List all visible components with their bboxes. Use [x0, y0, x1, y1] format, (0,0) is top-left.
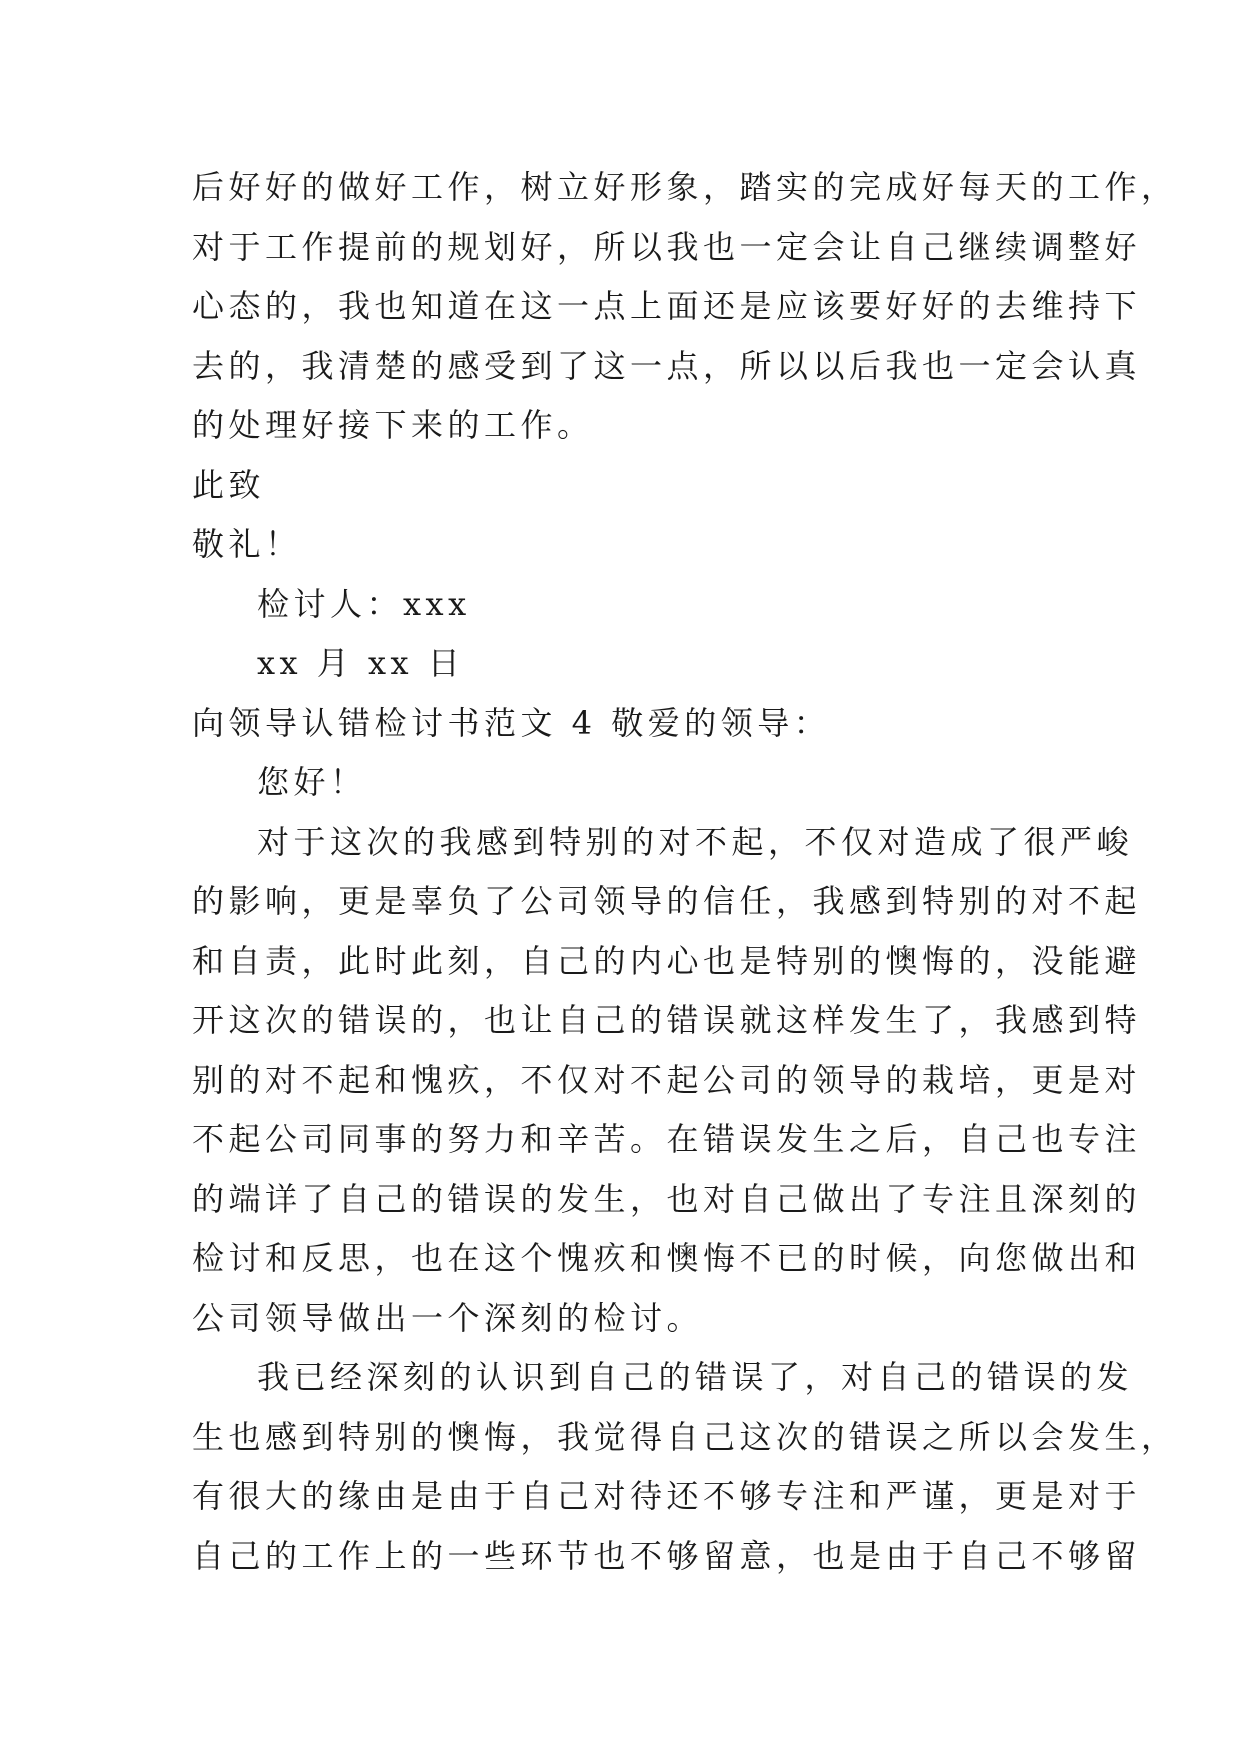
text-line: 和自责，此时此刻，自己的内心也是特别的懊悔的，没能避 [192, 941, 1142, 980]
text-line: 不起公司同事的努力和辛苦。在错误发生之后，自己也专注 [192, 1120, 1142, 1158]
text-line: 有很大的缘由是由于自己对待还不够专注和严谨，更是对于 [192, 1477, 1142, 1515]
text-line: 对于工作提前的规划好，所以我也一定会让自己继续调整好 [192, 227, 1142, 266]
text-line: 检讨人：xxx [257, 584, 471, 623]
text-line: 心态的，我也知道在这一点上面还是应该要好好的去维持下 [192, 287, 1142, 325]
text-line: 此致 [192, 465, 266, 504]
text-line: 别的对不起和愧疚，不仅对不起公司的领导的栽培，更是对 [192, 1060, 1142, 1099]
text-line: 对于这次的我感到特别的对不起，不仅对造成了很严峻 [257, 822, 1134, 861]
text-line: 的影响，更是辜负了公司领导的信任，我感到特别的对不起 [192, 882, 1142, 920]
text-line: 的端详了自己的错误的发生，也对自己做出了专注且深刻的 [192, 1179, 1142, 1218]
text-line: 向领导认错检讨书范文 4 敬爱的领导： [192, 703, 831, 742]
text-line: 自己的工作上的一些环节也不够留意，也是由于自己不够留 [192, 1536, 1142, 1575]
text-line: 您好！ [257, 763, 367, 801]
text-line: 检讨和反思，也在这个愧疚和懊悔不已的时候，向您做出和 [192, 1239, 1142, 1277]
text-line: 开这次的错误的，也让自己的错误就这样发生了，我感到特 [192, 1001, 1142, 1039]
text-line: xx 月 xx 日 [257, 644, 465, 682]
text-line: 我已经深刻的认识到自己的错误了，对自己的错误的发 [257, 1358, 1134, 1396]
text-line: 敬礼！ [192, 525, 302, 563]
text-line: 生也感到特别的懊悔，我觉得自己这次的错误之所以会发生， [192, 1417, 1178, 1456]
document-body [192, 158, 1178, 1586]
text-line: 去的，我清楚的感受到了这一点，所以以后我也一定会认真 [192, 346, 1142, 385]
text-line: 的处理好接下来的工作。 [192, 406, 594, 444]
text-line: 公司领导做出一个深刻的检讨。 [192, 1298, 704, 1337]
text-line: 后好好的做好工作，树立好形象，踏实的完成好每天的工作， [192, 168, 1178, 206]
